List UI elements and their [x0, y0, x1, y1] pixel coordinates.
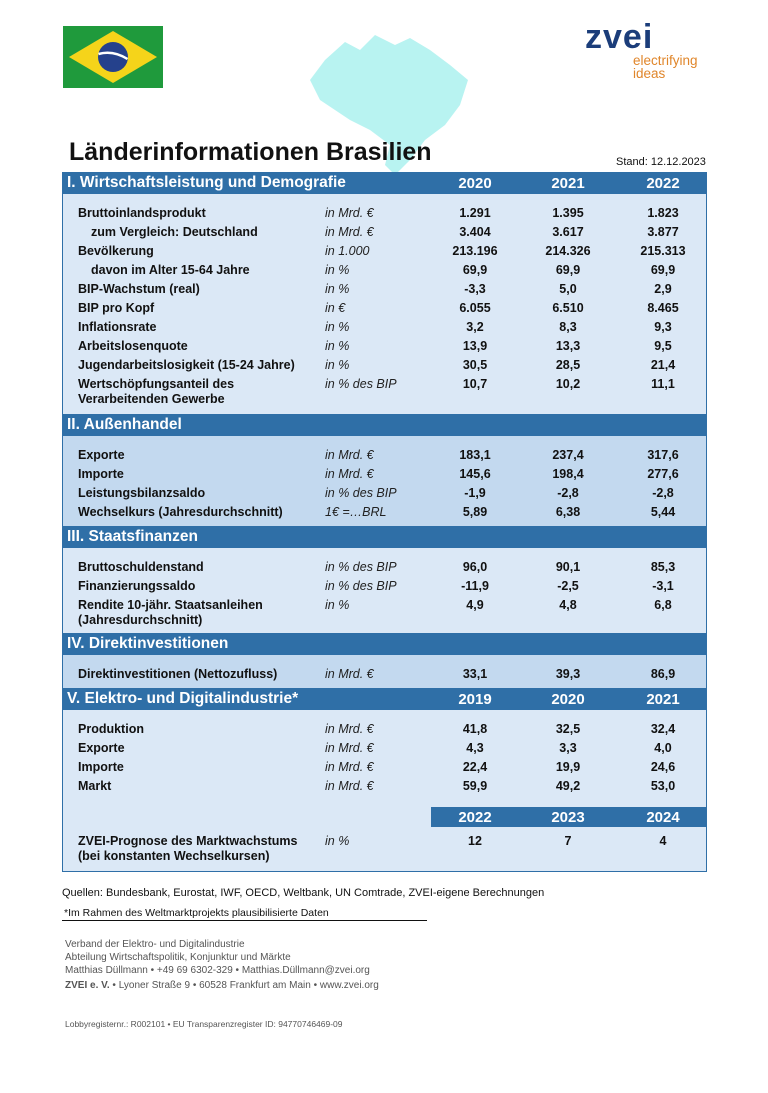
row-value: 69,9 — [650, 263, 676, 277]
table-row — [63, 203, 706, 222]
row-unit: in € — [325, 301, 346, 315]
table-row — [63, 757, 706, 776]
brazil-flag-image — [63, 26, 163, 88]
row-value: 8.465 — [647, 301, 679, 315]
section-title: IV. Direktinvestitionen — [67, 635, 229, 652]
row-value: 215.313 — [640, 244, 686, 258]
row-value: 4,0 — [654, 741, 672, 755]
row-label: Markt — [78, 779, 112, 793]
row-value: -1,9 — [464, 486, 486, 500]
section-body-electro — [63, 710, 706, 871]
year-header: 2024 — [646, 809, 680, 826]
row-label: Jugendarbeitslosigkeit (15-24 Jahre) — [78, 358, 295, 372]
row-value: -2,5 — [557, 579, 579, 593]
row-value: 237,4 — [552, 448, 584, 462]
row-value: 198,4 — [552, 467, 584, 481]
row-value: 8,3 — [559, 320, 577, 334]
footer-line: Verband der Elektro- und Digitalindustrie — [65, 939, 245, 950]
row-label: Importe — [78, 467, 124, 481]
row-unit: in 1.000 — [325, 244, 370, 258]
table-row — [63, 776, 706, 795]
row-label: Direktinvestitionen (Nettozufluss) — [78, 667, 278, 681]
footer-line: Matthias Düllmann • +49 69 6302-329 • Matthias.Düllmann@zvei.org — [65, 965, 370, 976]
row-unit: in Mrd. € — [325, 760, 374, 774]
row-value: 5,0 — [559, 282, 577, 296]
zvei-logo — [585, 20, 715, 80]
row-value: 3.877 — [647, 225, 679, 239]
row-value: 6.055 — [459, 301, 491, 315]
table-row — [63, 719, 706, 738]
row-unit: in % — [325, 320, 350, 334]
row-value: 30,5 — [462, 358, 488, 372]
row-value: 85,3 — [650, 560, 676, 574]
row-unit: in Mrd. € — [325, 206, 374, 220]
table-row — [63, 298, 706, 317]
row-unit: in Mrd. € — [325, 667, 374, 681]
section-header-investment — [63, 633, 706, 655]
row-unit: in % — [325, 282, 350, 296]
country-data-table — [62, 172, 707, 872]
row-value: 5,44 — [650, 505, 676, 519]
row-value: 86,9 — [650, 667, 676, 681]
row-unit: in % des BIP — [325, 486, 397, 500]
row-value: 10,7 — [462, 377, 488, 391]
row-value: 183,1 — [459, 448, 491, 462]
row-value: 12 — [468, 834, 482, 848]
row-unit: in Mrd. € — [325, 779, 374, 793]
row-label: Bruttoschuldenstand — [78, 560, 204, 574]
table-row — [63, 464, 706, 483]
row-unit: in % — [325, 834, 350, 848]
row-label: ZVEI-Prognose des Marktwachstums (bei konstanten Wechselkursen) — [78, 834, 298, 863]
row-value: 19,9 — [555, 760, 581, 774]
row-value: 69,9 — [555, 263, 581, 277]
forecast-year-header — [63, 807, 706, 827]
row-unit: in % des BIP — [325, 560, 397, 574]
row-value: 1.823 — [647, 206, 679, 220]
row-value: 4,9 — [466, 598, 484, 612]
section-header-electro — [63, 688, 706, 710]
row-unit: in % des BIP — [325, 377, 397, 391]
year-header: 2022 — [458, 809, 492, 826]
row-value: 214.326 — [545, 244, 591, 258]
row-label: Exporte — [78, 448, 125, 462]
footer-line: Abteilung Wirtschaftspolitik, Konjunktur und Märkte — [65, 952, 291, 963]
row-value: 24,6 — [650, 760, 676, 774]
row-value: 53,0 — [650, 779, 676, 793]
row-label: Bruttoinlandsprodukt — [78, 206, 206, 220]
row-value: 1.395 — [552, 206, 584, 220]
section-header-finance — [63, 526, 706, 548]
row-unit: in Mrd. € — [325, 225, 374, 239]
table-row — [63, 502, 706, 521]
row-label: Bevölkerung — [78, 244, 154, 258]
row-unit: in % — [325, 263, 350, 277]
row-value: 277,6 — [647, 467, 679, 481]
row-unit: in % — [325, 598, 350, 612]
year-header: 2021 — [646, 691, 680, 708]
row-value: 145,6 — [459, 467, 491, 481]
row-value: 2,9 — [654, 282, 672, 296]
row-label: Exporte — [78, 741, 125, 755]
row-unit: in % — [325, 339, 350, 353]
section-title: V. Elektro- und Digitalindustrie* — [67, 690, 299, 707]
section-body-economy — [63, 194, 706, 414]
row-value: 10,2 — [555, 377, 581, 391]
row-value: 6,38 — [555, 505, 581, 519]
table-row — [63, 260, 706, 279]
row-value: 3.404 — [459, 225, 491, 239]
row-value: 41,8 — [462, 722, 488, 736]
section-body-investment — [63, 655, 706, 688]
row-value: 3,3 — [559, 741, 577, 755]
year-header: 2023 — [551, 809, 585, 826]
row-value: 32,5 — [555, 722, 581, 736]
row-value: 317,6 — [647, 448, 679, 462]
row-value: -2,8 — [557, 486, 579, 500]
table-row — [63, 222, 706, 241]
table-row — [63, 664, 706, 683]
row-unit: in Mrd. € — [325, 467, 374, 481]
year-header: 2021 — [551, 175, 585, 192]
row-value: 32,4 — [650, 722, 676, 736]
year-header: 2020 — [551, 691, 585, 708]
sources-note: Quellen: Bundesbank, Eurostat, IWF, OECD, Weltbank, UN Comtrade, ZVEI-eigene Berechnungen — [62, 887, 545, 899]
row-unit: in Mrd. € — [325, 741, 374, 755]
year-header: 2022 — [646, 175, 680, 192]
row-unit: in Mrd. € — [325, 448, 374, 462]
table-row — [63, 595, 706, 629]
section-title: III. Staatsfinanzen — [67, 528, 198, 545]
table-row — [63, 279, 706, 298]
section-header-economy — [63, 172, 706, 194]
date-stamp: Stand: 12.12.2023 — [616, 156, 706, 168]
logo-tagline-1: electrifying — [633, 53, 698, 68]
section-header-trade — [63, 414, 706, 436]
row-value: 9,5 — [654, 339, 672, 353]
logo-tagline-2: ideas — [633, 66, 666, 81]
footer-contact — [65, 938, 379, 992]
row-value: 11,1 — [651, 377, 675, 391]
table-row — [63, 336, 706, 355]
row-unit: in % — [325, 358, 350, 372]
row-value: 213.196 — [452, 244, 498, 258]
row-value: 4 — [659, 834, 667, 848]
row-value: 33,1 — [462, 667, 488, 681]
table-row — [63, 483, 706, 502]
row-label: Importe — [78, 760, 124, 774]
footer-org: ZVEI e. V. — [65, 980, 110, 991]
row-label: BIP-Wachstum (real) — [78, 282, 200, 296]
row-label: zum Vergleich: Deutschland — [91, 225, 258, 239]
row-label: Wertschöpfungsanteil des Verarbeitenden Gewerbe — [78, 377, 235, 406]
row-value: 6.510 — [552, 301, 584, 315]
row-value: 1.291 — [459, 206, 491, 220]
row-value: 21,4 — [650, 358, 676, 372]
row-value: 22,4 — [462, 760, 488, 774]
table-row — [63, 355, 706, 374]
row-value: 59,9 — [462, 779, 488, 793]
row-value: 5,89 — [462, 505, 488, 519]
row-unit: 1€ =…BRL — [325, 505, 387, 519]
row-value: 69,9 — [462, 263, 488, 277]
table-row — [63, 738, 706, 757]
year-header: 2020 — [458, 175, 492, 192]
table-row — [63, 317, 706, 336]
table-row — [63, 445, 706, 464]
row-value: 9,3 — [654, 320, 672, 334]
row-label: Wechselkurs (Jahresdurchschnitt) — [78, 505, 283, 519]
section-title: II. Außenhandel — [67, 416, 182, 433]
section-body-finance — [63, 548, 706, 633]
table-row — [63, 831, 706, 869]
row-value: 7 — [564, 834, 572, 848]
row-value: 49,2 — [555, 779, 581, 793]
table-row — [63, 374, 706, 408]
section-body-trade — [63, 436, 706, 526]
row-label: Arbeitslosenquote — [78, 339, 188, 353]
row-value: -3,1 — [652, 579, 674, 593]
footnote: *Im Rahmen des Weltmarktprojekts plausibilisierte Daten — [64, 907, 329, 919]
row-value: 3,2 — [466, 320, 484, 334]
row-value: 13,3 — [555, 339, 581, 353]
register-ids: Lobbyregisternr.: R002101 • EU Transparenzregister ID: 94770746469-09 — [65, 1019, 343, 1029]
footnote-divider — [62, 920, 427, 921]
row-unit: in Mrd. € — [325, 722, 374, 736]
year-header: 2019 — [458, 691, 492, 708]
row-value: 28,5 — [555, 358, 581, 372]
row-value: 39,3 — [555, 667, 581, 681]
row-label: Produktion — [78, 722, 144, 736]
table-row — [63, 576, 706, 595]
table-row — [63, 557, 706, 576]
row-label: Rendite 10-jähr. Staatsanleihen (Jahresdurchschnitt) — [78, 598, 263, 627]
row-value: 3.617 — [552, 225, 584, 239]
row-value: -11,9 — [461, 579, 489, 593]
row-value: 13,9 — [462, 339, 488, 353]
row-label: Leistungsbilanzsaldo — [78, 486, 206, 500]
row-unit: in % des BIP — [325, 579, 397, 593]
row-label: BIP pro Kopf — [78, 301, 155, 315]
logo-brand: zvei — [585, 18, 654, 56]
row-value: -3,3 — [464, 282, 486, 296]
section-title: I. Wirtschaftsleistung und Demografie — [67, 174, 346, 191]
row-value: 4,8 — [559, 598, 577, 612]
row-label: davon im Alter 15-64 Jahre — [91, 263, 250, 277]
row-value: 4,3 — [466, 741, 484, 755]
row-label: Inflationsrate — [78, 320, 157, 334]
row-value: 6,8 — [654, 598, 672, 612]
row-value: 90,1 — [555, 560, 581, 574]
row-value: -2,8 — [652, 486, 674, 500]
table-row — [63, 241, 706, 260]
row-value: 96,0 — [462, 560, 488, 574]
footer-address: • Lyoner Straße 9 • 60528 Frankfurt am Main • www.zvei.org — [109, 980, 379, 991]
row-label: Finanzierungssaldo — [78, 579, 196, 593]
page-title: Länderinformationen Brasilien — [69, 138, 432, 166]
